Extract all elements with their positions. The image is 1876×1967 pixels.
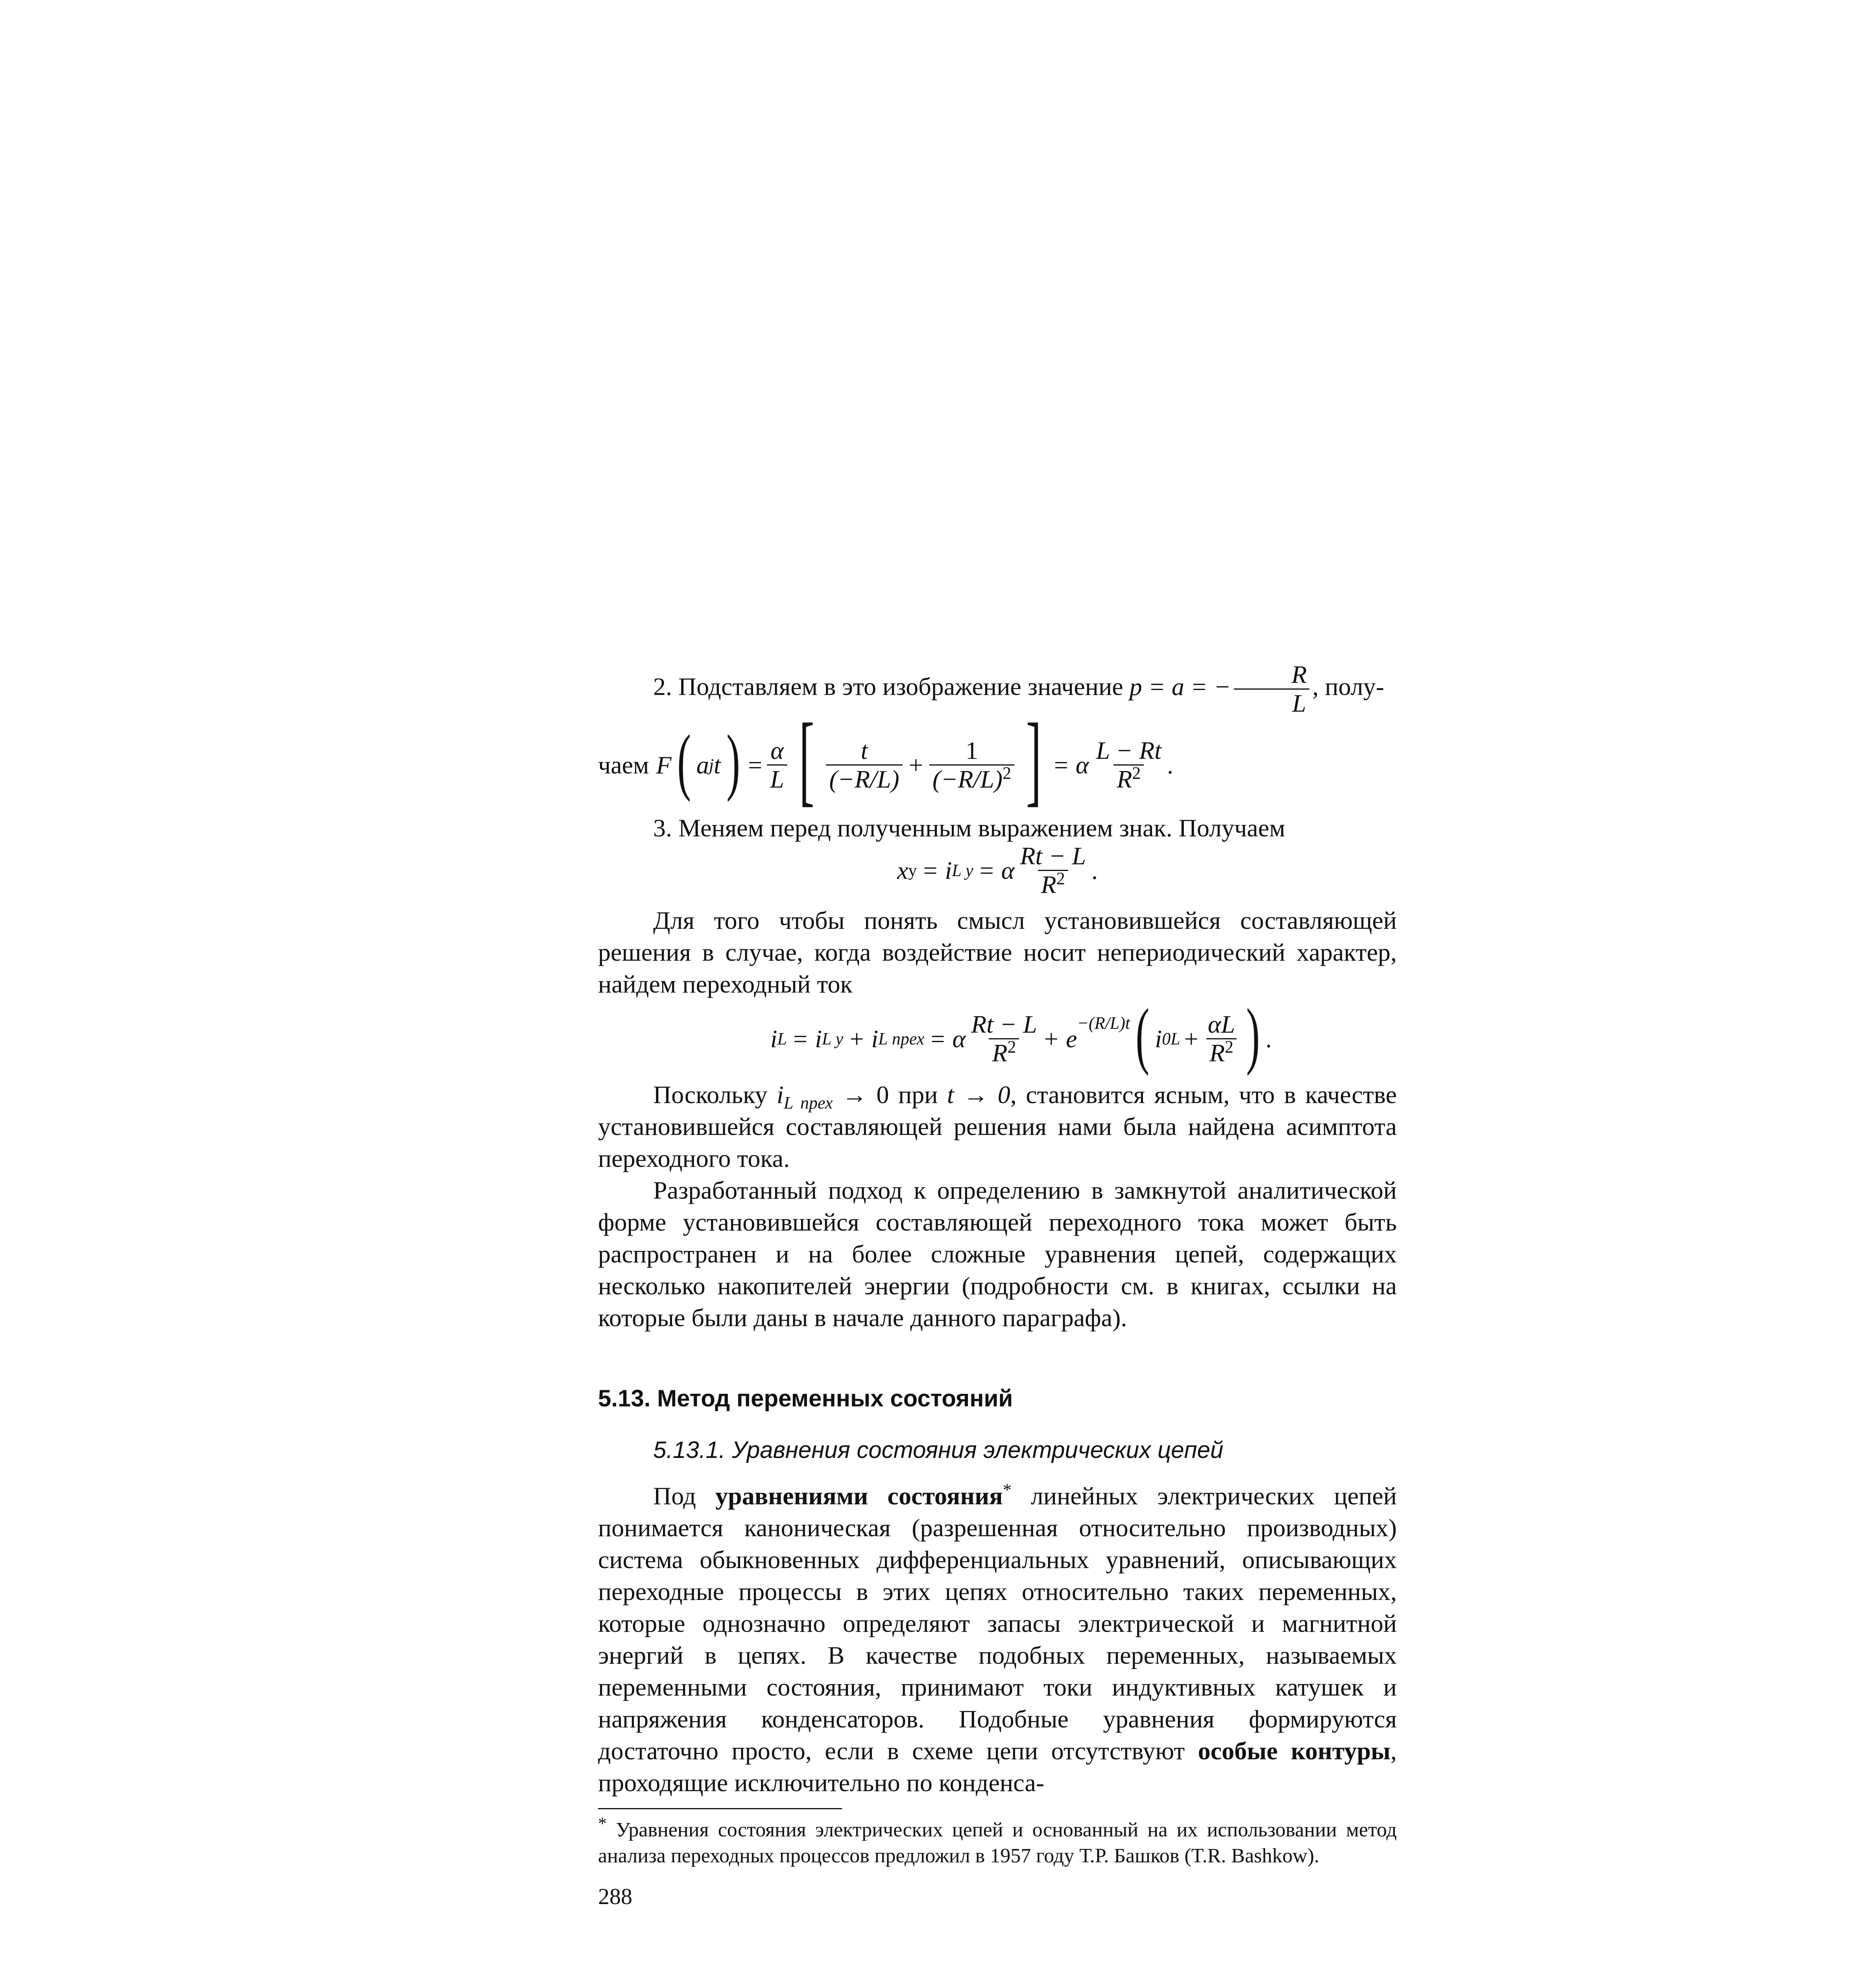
page-number: 288: [598, 1883, 632, 1909]
document-page: [598, 661, 1397, 1910]
paragraph-1: Для того чтобы понять смысл установившейся составляющей решения в случае, когда воздействие носит непериодический характер, найдем переходный ток: [598, 906, 1397, 998]
item-2-line: [598, 661, 1397, 718]
xy-formula: x у = i L у = α $\frac{Rt - L}{R^2}$ .: [897, 841, 1098, 899]
item-2-formula-line: чаем F ( a j t ) = $\frac{\alpha}{L}$ [ $\frac{t}{(-R/L)}$ + $\frac{1}{(-R/L)^2}$ ] = α $\frac{L - Rt}{R^2}$ .: [598, 702, 1173, 816]
footnote-rule: [598, 1808, 842, 1809]
item-2-tail: , полу-: [1312, 672, 1384, 701]
paragraph-2: Поскольку $i_{L прех} \to 0$ при t → 0, становится ясным, что в качестве установившейся составляющей решения нами была найдена асимптота переходного тока.: [598, 1080, 1397, 1172]
section-subheading: 5.13.1. Уравнения состояния электрических цепей: [653, 1436, 1224, 1463]
close-paren-2: ): [1246, 993, 1260, 1076]
item-3-line: 3. Меняем перед полученным выражением знак. Получаем: [653, 814, 1285, 842]
footnote-marker: *: [1003, 1480, 1012, 1500]
xy-fraction: $\frac{Rt - L}{R^2}$: [1020, 841, 1086, 899]
alpha-over-l-fraction: $\frac{\alpha}{L}$: [767, 737, 787, 793]
item-2-formula: p = a = − $\frac{R}{L}$: [1130, 673, 1313, 701]
section-heading: 5.13. Метод переменных состояний: [598, 1385, 1013, 1412]
footnote: * Уравнения состояния электрических цепей и основанный на их использовании метод анализа переходных процессов предложил в 1957 году Т.Р. Башков (T.R. Bashkow).: [598, 1814, 1397, 1867]
item-2-prefix: чаем: [598, 751, 649, 779]
r-over-l-fraction: $\frac{R}{L}$: [1233, 661, 1310, 718]
result-fraction: $\frac{L - Rt}{R^2}$: [1096, 736, 1161, 793]
paragraph-4: Под уравнениями состояния* линейных электрических цепей понимается каноническая (разрешенная относительно производных) система обыкновенных дифференциальных уравнений, описывающих переходные процессы в этих цепях относительно таких переменных, которые однозначно определяют запасы электрической и магнитной энергий в цепях. В качестве подобных переменных, называемых переменными состояния, принимают токи индуктивных катушек и напряжения конденсаторов. Подобные уравнения формируются достаточно просто, если в схеме цепи отсутствуют особые контуры, проходящие исключительно по конденса-: [598, 1480, 1397, 1797]
il-formula: i L = i L у + i L прех = α $\frac{Rt - L}{R^2}$ + e $^{-(R/L)t}$ ( i 0L + $\frac{\alpha L}{R^2}$ ) .: [770, 993, 1272, 1076]
open-paren-2: (: [1136, 993, 1150, 1076]
close-bracket: ]: [1026, 702, 1041, 816]
close-paren: ): [726, 720, 740, 803]
il-fraction-2: $\frac{\alpha L}{R^2}$: [1205, 1011, 1238, 1067]
open-paren: (: [677, 720, 691, 803]
term-state-equations: уравнениями состояния: [715, 1482, 1003, 1510]
paragraph-3: Разработанный подход к определению в замкнутой аналитической форме установившейся составляющей переходного тока может быть распространен и на более сложные уравнения цепей, содержащих несколько накопителей энергии (подробности см. в книгах, ссылки на которые были даны в начале данного параграфа).: [598, 1176, 1397, 1332]
term-special-loops: особые контуры: [1198, 1736, 1390, 1765]
t-fraction: $\frac{t}{(-R/L)}$: [826, 737, 902, 793]
fn-name: F: [656, 751, 672, 779]
il-fraction-1: $\frac{Rt - L}{R^2}$: [971, 1010, 1037, 1067]
item-2-text: 2. Подставляем в это изображение значение: [653, 672, 1123, 701]
open-bracket: [: [799, 702, 814, 816]
one-fraction: $\frac{1}{(-R/L)^2}$: [929, 737, 1014, 793]
